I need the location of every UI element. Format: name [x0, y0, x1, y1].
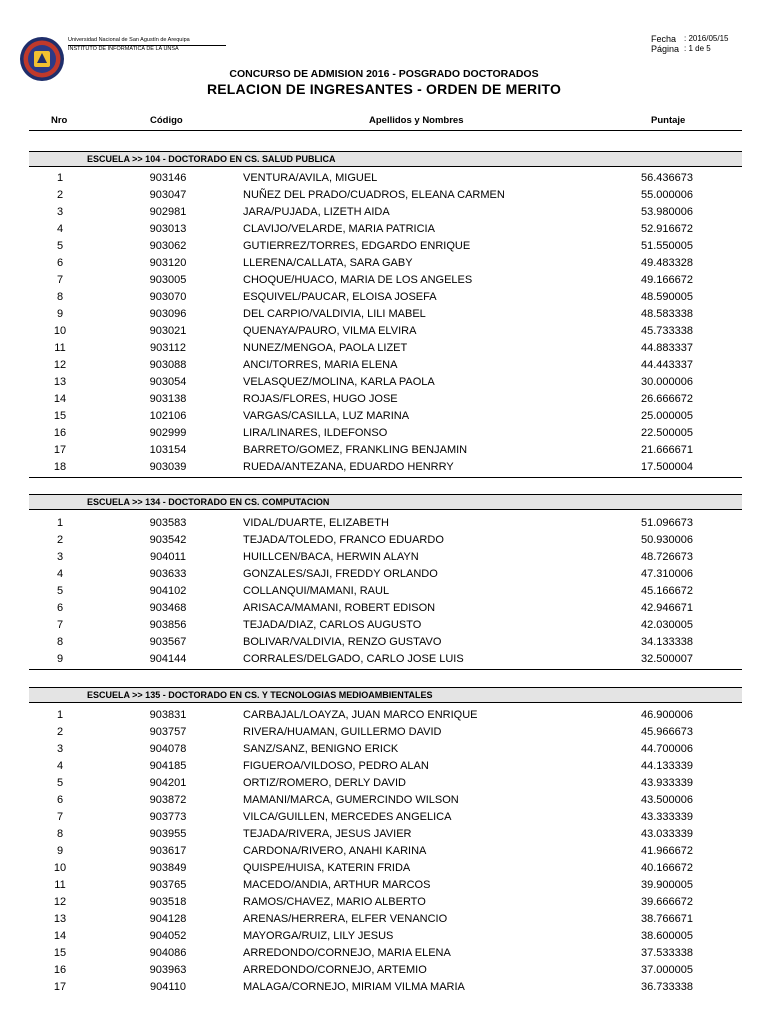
table-row	[29, 459, 742, 476]
cell-codigo: 902981	[149, 206, 187, 218]
table-row	[29, 289, 742, 306]
institute-name: INSTITUTO DE INFORMATICA DE LA UNSA	[68, 46, 179, 52]
table-row	[29, 549, 742, 566]
cell-nombre: GONZALES/SAJI, FREDDY ORLANDO	[243, 568, 438, 580]
table-row	[29, 374, 742, 391]
cell-nombre: ARENAS/HERRERA, ELFER VENANCIO	[243, 913, 448, 925]
cell-nro: 7	[56, 619, 64, 631]
cell-nro: 5	[56, 777, 64, 789]
pagina-value: : 1 de 5	[684, 44, 711, 53]
cell-nombre: CLAVIJO/VELARDE, MARIA PATRICIA	[243, 223, 435, 235]
cell-codigo: 903773	[149, 811, 187, 823]
table-row	[29, 617, 742, 634]
cell-nombre: MACEDO/ANDIA, ARTHUR MARCOS	[243, 879, 431, 891]
table-row	[29, 566, 742, 583]
cell-puntaje: 44.883337	[641, 342, 693, 354]
cell-nombre: RIVERA/HUAMAN, GUILLERMO DAVID	[243, 726, 442, 738]
cell-nro: 8	[56, 636, 64, 648]
cell-nombre: CARBAJAL/LOAYZA, JUAN MARCO ENRIQUE	[243, 709, 478, 721]
table-row	[29, 962, 742, 979]
table-row	[29, 306, 742, 323]
cell-codigo: 903831	[149, 709, 187, 721]
cell-nombre: NUNEZ/MENGOA, PAOLA LIZET	[243, 342, 408, 354]
cell-nro: 12	[53, 896, 67, 908]
cell-codigo: 902999	[149, 427, 187, 439]
cell-nombre: RUEDA/ANTEZANA, EDUARDO HENRRY	[243, 461, 454, 473]
cell-nombre: ESQUIVEL/PAUCAR, ELOISA JOSEFA	[243, 291, 437, 303]
cell-nro: 3	[56, 551, 64, 563]
section-divider	[29, 669, 742, 670]
cell-codigo: 904144	[149, 653, 187, 665]
cell-nombre: QUISPE/HUISA, KATERIN FRIDA	[243, 862, 411, 874]
cell-nro: 16	[53, 427, 67, 439]
cell-nro: 16	[53, 964, 67, 976]
cell-puntaje: 45.966673	[641, 726, 693, 738]
cell-codigo: 102106	[149, 410, 187, 422]
cell-nro: 7	[56, 274, 64, 286]
table-row	[29, 928, 742, 945]
section-header	[29, 687, 742, 703]
table-row	[29, 945, 742, 962]
table-row	[29, 894, 742, 911]
table-row	[29, 408, 742, 425]
document-meta	[651, 34, 728, 54]
cell-nro: 15	[53, 947, 67, 959]
cell-nro: 6	[56, 257, 64, 269]
table-row	[29, 826, 742, 843]
cell-nro: 14	[53, 930, 67, 942]
cell-nombre: JARA/PUJADA, LIZETH AIDA	[243, 206, 390, 218]
table-row	[29, 707, 742, 724]
cell-puntaje: 43.333339	[641, 811, 693, 823]
table-row	[29, 979, 742, 996]
cell-puntaje: 53.980006	[641, 206, 693, 218]
table-row	[29, 651, 742, 668]
cell-codigo: 903013	[149, 223, 187, 235]
table-row	[29, 860, 742, 877]
university-name: Universidad Nacional de San Agustín de Arequipa	[68, 37, 190, 43]
cell-puntaje: 47.310006	[641, 568, 693, 580]
section-rows	[29, 170, 742, 476]
cell-puntaje: 37.000005	[641, 964, 693, 976]
cell-codigo: 903146	[149, 172, 187, 184]
table-row	[29, 741, 742, 758]
cell-nro: 5	[56, 585, 64, 597]
section-divider	[29, 477, 742, 478]
cell-puntaje: 49.483328	[641, 257, 693, 269]
cell-nro: 17	[53, 981, 67, 993]
table-row	[29, 391, 742, 408]
cell-nombre: VARGAS/CASILLA, LUZ MARINA	[243, 410, 410, 422]
cell-puntaje: 42.030005	[641, 619, 693, 631]
cell-nro: 10	[53, 325, 67, 337]
cell-codigo: 903617	[149, 845, 187, 857]
cell-puntaje: 43.500006	[641, 794, 693, 806]
cell-nro: 15	[53, 410, 67, 422]
cell-nombre: TEJADA/RIVERA, JESUS JAVIER	[243, 828, 412, 840]
cell-nro: 11	[54, 342, 66, 354]
cell-puntaje: 43.033339	[641, 828, 693, 840]
cell-codigo: 903872	[149, 794, 187, 806]
cell-codigo: 903138	[149, 393, 187, 405]
cell-nro: 11	[54, 879, 66, 891]
table-row	[29, 911, 742, 928]
cell-puntaje: 40.166672	[641, 862, 693, 874]
section-header	[29, 494, 742, 510]
cell-puntaje: 21.666671	[641, 444, 693, 456]
cell-nombre: ARREDONDO/CORNEJO, MARIA ELENA	[243, 947, 451, 959]
cell-puntaje: 38.600005	[641, 930, 693, 942]
cell-nombre: COLLANQUI/MAMANI, RAUL	[243, 585, 390, 597]
cell-codigo: 903468	[149, 602, 187, 614]
cell-nombre: NUÑEZ DEL PRADO/CUADROS, ELEANA CARMEN	[243, 189, 505, 201]
cell-puntaje: 25.000005	[641, 410, 693, 422]
cell-puntaje: 36.733338	[641, 981, 693, 993]
cell-nro: 1	[56, 172, 64, 184]
cell-nro: 18	[53, 461, 67, 473]
cell-puntaje: 44.700006	[641, 743, 693, 755]
table-row	[29, 532, 742, 549]
cell-puntaje: 41.966672	[641, 845, 693, 857]
table-row	[29, 357, 742, 374]
cell-codigo: 903633	[149, 568, 187, 580]
cell-nombre: SANZ/SANZ, BENIGNO ERICK	[243, 743, 399, 755]
document-subtitle: CONCURSO DE ADMISION 2016 - POSGRADO DOCTORADOS	[229, 68, 539, 80]
cell-codigo: 904201	[149, 777, 187, 789]
cell-nro: 2	[56, 534, 64, 546]
cell-nro: 4	[56, 760, 64, 772]
cell-puntaje: 46.900006	[641, 709, 693, 721]
cell-codigo: 904078	[149, 743, 187, 755]
cell-nombre: TEJADA/TOLEDO, FRANCO EDUARDO	[243, 534, 444, 546]
cell-nombre: LIRA/LINARES, ILDEFONSO	[243, 427, 388, 439]
cell-puntaje: 50.930006	[641, 534, 693, 546]
cell-codigo: 903120	[149, 257, 187, 269]
cell-nombre: ARISACA/MAMANI, ROBERT EDISON	[243, 602, 436, 614]
cell-nro: 4	[56, 568, 64, 580]
cell-codigo: 903054	[149, 376, 187, 388]
table-row	[29, 583, 742, 600]
section-rows	[29, 515, 742, 668]
cell-puntaje: 52.916672	[641, 223, 693, 235]
cell-nombre: HUILLCEN/BACA, HERWIN ALAYN	[243, 551, 419, 563]
section-title: ESCUELA >> 134 - DOCTORADO EN CS. COMPUTACION	[87, 497, 330, 507]
column-header-codigo: Código	[150, 115, 183, 126]
section-title: ESCUELA >> 135 - DOCTORADO EN CS. Y TECNOLOGIAS MEDIOAMBIENTALES	[87, 690, 433, 700]
cell-nombre: FIGUEROA/VILDOSO, PEDRO ALAN	[243, 760, 429, 772]
table-row	[29, 515, 742, 532]
cell-puntaje: 48.726673	[641, 551, 693, 563]
cell-puntaje: 51.096673	[641, 517, 693, 529]
column-header-nombres: Apellidos y Nombres	[369, 115, 464, 126]
section-title: ESCUELA >> 104 - DOCTORADO EN CS. SALUD PUBLICA	[87, 154, 336, 164]
table-row	[29, 272, 742, 289]
cell-nro: 7	[56, 811, 64, 823]
cell-nro: 1	[56, 517, 64, 529]
cell-nro: 13	[53, 376, 67, 388]
cell-puntaje: 44.443337	[641, 359, 693, 371]
table-row	[29, 323, 742, 340]
cell-nombre: VENTURA/AVILA, MIGUEL	[243, 172, 378, 184]
cell-codigo: 903856	[149, 619, 187, 631]
cell-puntaje: 45.733338	[641, 325, 693, 337]
table-row	[29, 809, 742, 826]
cell-nro: 9	[56, 653, 64, 665]
cell-nombre: GUTIERREZ/TORRES, EDGARDO ENRIQUE	[243, 240, 471, 252]
table-row	[29, 221, 742, 238]
table-row	[29, 340, 742, 357]
cell-nombre: QUENAYA/PAURO, VILMA ELVIRA	[243, 325, 417, 337]
cell-nro: 6	[56, 794, 64, 806]
cell-codigo: 903039	[149, 461, 187, 473]
section-rows	[29, 707, 742, 996]
cell-puntaje: 26.666672	[641, 393, 693, 405]
cell-nro: 17	[53, 444, 67, 456]
cell-codigo: 903765	[149, 879, 187, 891]
pagina-label: Página	[651, 44, 680, 54]
cell-nombre: TEJADA/DIAZ, CARLOS AUGUSTO	[243, 619, 422, 631]
cell-codigo: 904128	[149, 913, 187, 925]
cell-codigo: 903047	[149, 189, 187, 201]
cell-nro: 12	[53, 359, 67, 371]
cell-nro: 9	[56, 308, 64, 320]
fecha-label: Fecha	[651, 34, 677, 44]
cell-nro: 3	[56, 743, 64, 755]
cell-nombre: VELASQUEZ/MOLINA, KARLA PAOLA	[243, 376, 435, 388]
cell-nro: 8	[56, 828, 64, 840]
cell-nombre: DEL CARPIO/VALDIVIA, LILI MABEL	[243, 308, 426, 320]
cell-codigo: 903096	[149, 308, 187, 320]
cell-codigo: 103154	[149, 444, 187, 456]
cell-nro: 5	[56, 240, 64, 252]
cell-puntaje: 30.000006	[641, 376, 693, 388]
column-header-nro: Nro	[51, 115, 68, 126]
cell-puntaje: 39.666672	[641, 896, 693, 908]
cell-nro: 4	[56, 223, 64, 235]
cell-codigo: 903583	[149, 517, 187, 529]
cell-nro: 8	[56, 291, 64, 303]
cell-nombre: MAYORGA/RUIZ, LILY JESUS	[243, 930, 394, 942]
cell-puntaje: 43.933339	[641, 777, 693, 789]
cell-nro: 13	[53, 913, 67, 925]
cell-nro: 10	[53, 862, 67, 874]
cell-codigo: 903567	[149, 636, 187, 648]
cell-codigo: 903518	[149, 896, 187, 908]
cell-nombre: MAMANI/MARCA, GUMERCINDO WILSON	[243, 794, 459, 806]
cell-nro: 2	[56, 189, 64, 201]
cell-codigo: 904052	[149, 930, 187, 942]
cell-codigo: 903757	[149, 726, 187, 738]
table-header	[29, 110, 742, 131]
cell-nombre: ARREDONDO/CORNEJO, ARTEMIO	[243, 964, 427, 976]
cell-puntaje: 56.436673	[641, 172, 693, 184]
cell-puntaje: 48.583338	[641, 308, 693, 320]
cell-nro: 3	[56, 206, 64, 218]
cell-puntaje: 32.500007	[641, 653, 693, 665]
cell-codigo: 903062	[149, 240, 187, 252]
cell-nombre: ROJAS/FLORES, HUGO JOSE	[243, 393, 398, 405]
cell-puntaje: 17.500004	[641, 461, 693, 473]
cell-puntaje: 49.166672	[641, 274, 693, 286]
table-row	[29, 634, 742, 651]
section-header	[29, 151, 742, 167]
cell-nombre: VILCA/GUILLEN, MERCEDES ANGELICA	[243, 811, 452, 823]
cell-codigo: 904110	[150, 981, 186, 993]
table-row	[29, 442, 742, 459]
table-row	[29, 255, 742, 272]
table-row	[29, 600, 742, 617]
cell-nombre: BARRETO/GOMEZ, FRANKLING BENJAMIN	[243, 444, 468, 456]
cell-puntaje: 48.590005	[641, 291, 693, 303]
cell-nombre: BOLIVAR/VALDIVIA, RENZO GUSTAVO	[243, 636, 442, 648]
cell-codigo: 904185	[149, 760, 187, 772]
table-row	[29, 170, 742, 187]
table-row	[29, 238, 742, 255]
cell-nombre: CORRALES/DELGADO, CARLO JOSE LUIS	[243, 653, 464, 665]
table-row	[29, 843, 742, 860]
table-row	[29, 187, 742, 204]
column-header-puntaje: Puntaje	[651, 115, 686, 126]
cell-puntaje: 42.946671	[641, 602, 693, 614]
cell-nombre: LLERENA/CALLATA, SARA GABY	[243, 257, 413, 269]
fecha-value: : 2016/05/15	[684, 34, 729, 43]
cell-codigo: 903070	[149, 291, 187, 303]
cell-nro: 9	[56, 845, 64, 857]
cell-codigo: 903849	[149, 862, 187, 874]
cell-puntaje: 34.133338	[641, 636, 693, 648]
cell-nombre: CHOQUE/HUACO, MARIA DE LOS ANGELES	[243, 274, 473, 286]
cell-codigo: 903112	[150, 342, 186, 354]
cell-puntaje: 45.166672	[641, 585, 693, 597]
cell-puntaje: 55.000006	[641, 189, 693, 201]
cell-codigo: 903963	[149, 964, 187, 976]
table-row	[29, 425, 742, 442]
cell-codigo: 903088	[149, 359, 187, 371]
table-row	[29, 775, 742, 792]
cell-codigo: 904086	[149, 947, 187, 959]
cell-puntaje: 38.766671	[641, 913, 693, 925]
table-row	[29, 792, 742, 809]
cell-puntaje: 44.133339	[641, 760, 693, 772]
document-title: RELACION DE INGRESANTES - ORDEN DE MERITO	[206, 81, 562, 97]
cell-codigo: 904011	[150, 551, 186, 563]
cell-nombre: MALAGA/CORNEJO, MIRIAM VILMA MARIA	[243, 981, 465, 993]
cell-nro: 6	[56, 602, 64, 614]
cell-nombre: ORTIZ/ROMERO, DERLY DAVID	[243, 777, 406, 789]
cell-nro: 1	[56, 709, 64, 721]
cell-nro: 14	[53, 393, 67, 405]
table-row	[29, 724, 742, 741]
cell-codigo: 903021	[149, 325, 187, 337]
cell-codigo: 903542	[149, 534, 187, 546]
cell-puntaje: 37.533338	[641, 947, 693, 959]
cell-codigo: 903955	[149, 828, 187, 840]
cell-puntaje: 22.500005	[641, 427, 693, 439]
table-row	[29, 204, 742, 221]
cell-nro: 2	[56, 726, 64, 738]
cell-nombre: RAMOS/CHAVEZ, MARIO ALBERTO	[243, 896, 426, 908]
cell-puntaje: 39.900005	[641, 879, 693, 891]
table-row	[29, 758, 742, 775]
table-row	[29, 877, 742, 894]
cell-nombre: CARDONA/RIVERO, ANAHI KARINA	[243, 845, 427, 857]
cell-codigo: 904102	[149, 585, 187, 597]
cell-codigo: 903005	[149, 274, 187, 286]
cell-puntaje: 51.550005	[641, 240, 693, 252]
institution-block	[68, 37, 226, 53]
cell-nombre: VIDAL/DUARTE, ELIZABETH	[243, 517, 389, 529]
cell-nombre: ANCI/TORRES, MARIA ELENA	[243, 359, 398, 371]
